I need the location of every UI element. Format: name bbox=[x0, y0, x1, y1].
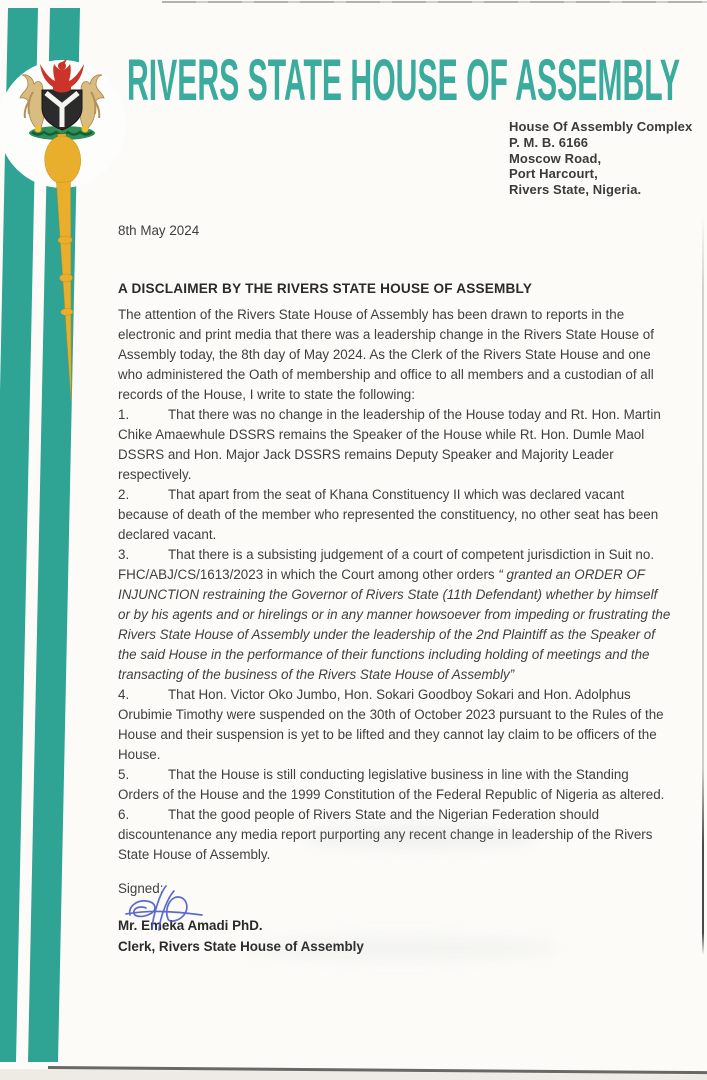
item-number: 5. bbox=[118, 767, 130, 782]
list-item-2 bbox=[118, 485, 672, 545]
item-text: That Hon. Victor Oko Jumbo, Hon. Sokari Goodboy Sokari and Hon. Adolphus Orubimie Timothy were suspended on the 30th of October 2023 pursuant to the Rules of the House and their suspension is yet to be lifted and they cannot lay claim to be officers of the House. bbox=[118, 687, 664, 762]
disclaimer-heading: A DISCLAIMER BY THE RIVERS STATE HOUSE OF ASSEMBLY bbox=[118, 281, 533, 296]
item-number: 2. bbox=[118, 487, 130, 502]
letterhead-band bbox=[0, 0, 130, 1080]
address-line: Rivers State, Nigeria. bbox=[509, 182, 642, 198]
item-number: 1. bbox=[118, 407, 130, 422]
address-block bbox=[509, 119, 692, 198]
address-line: Moscow Road, bbox=[509, 150, 602, 166]
list-item-1 bbox=[118, 405, 672, 485]
list-item-4 bbox=[118, 685, 672, 765]
address-line: House Of Assembly Complex bbox=[509, 119, 693, 134]
intro-paragraph: The attention of the Rivers State House of Assembly has been drawn to reports in the electronic and print media that there was a leadership change in the Rivers State House of Assembly today, the 8th day of May 2024. As the Clerk of the Rivers State House and one who administered the Oath of membership and office to all members and a custodian of all records of the House, I write to state the following: bbox=[118, 307, 654, 402]
item-quote-court-order: “ granted an ORDER OF INJUNCTION restraining the Governor of Rivers State (11th Defendant) whether by himself or by his agents and or hirelings or in any manner howsoever from impeding or frustrating the Rivers State House of Assembly under the leadership of the 2nd Plaintiff as the Speaker of the said House in the performance of their functions including holding of meetings and the transacting of the business of the Rivers State House of Assembly” bbox=[118, 567, 671, 682]
item-text: That there is a subsisting judgement of a court of competent jurisdiction in Suit no. FHC/ABJ/CS/1613/2023 in which the Court among other orders bbox=[118, 547, 655, 582]
date-line: 8th May 2024 bbox=[118, 223, 200, 238]
page-title bbox=[127, 48, 707, 113]
address-line: P. M. B. 6166 bbox=[509, 134, 589, 150]
item-number: 6. bbox=[118, 807, 130, 822]
item-number: 4. bbox=[118, 687, 130, 702]
item-text: That the House is still conducting legislative business in line with the Standing Orders of the House and the 1999 Constitution of the Federal Republic of Nigeria as altered. bbox=[118, 767, 665, 802]
page-right-edge bbox=[702, 215, 704, 955]
item-text: That apart from the seat of Khana Constituency II which was declared vacant because of death of the member who represented the constituency, no other seat has been declared vacant. bbox=[118, 487, 659, 542]
list-item-5 bbox=[118, 765, 672, 805]
page-top-edge bbox=[162, 1, 707, 3]
handwritten-signature bbox=[124, 883, 204, 933]
signed-label: Signed: bbox=[118, 881, 164, 896]
address-line: Port Harcourt, bbox=[509, 166, 598, 182]
page-title-text: RIVERS STATE HOUSE OF ASSEMBLY bbox=[127, 48, 681, 113]
item-number: 3. bbox=[118, 547, 130, 562]
list-item-3 bbox=[118, 545, 672, 685]
signatory-role: Clerk, Rivers State House of Assembly bbox=[118, 939, 364, 954]
signatory-name: Mr. Emeka Amadi PhD. bbox=[118, 918, 263, 933]
scan-smudge bbox=[300, 826, 540, 848]
scan-smudge bbox=[240, 935, 560, 961]
item-text: That the good people of Rivers State and the Nigerian Federation should discountenance any media report purporting any recent change in leadership of the Rivers State House of Assembly. bbox=[118, 807, 653, 862]
item-text: That there was no change in the leadership of the House today and Rt. Hon. Martin Chike Amaewhule DSSRS remains the Speaker of the House while Rt. Hon. Dumle Maol DSSRS and Hon. Major Jack DSSRS remains Deputy Speaker and Majority Leader respectively. bbox=[118, 407, 661, 482]
numbered-list bbox=[118, 405, 672, 865]
